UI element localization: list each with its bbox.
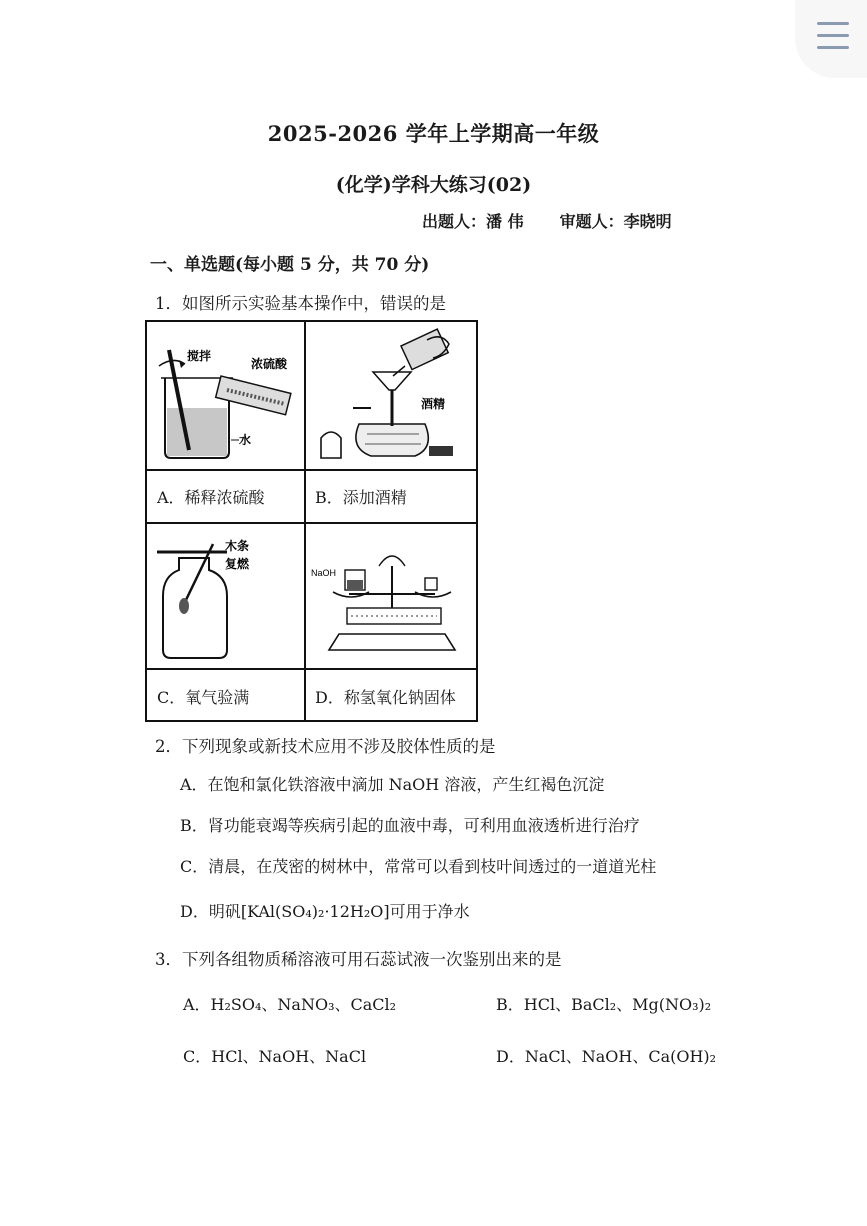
question-1-option-b[interactable]: B．添加酒精 xyxy=(315,488,407,507)
question-1-option-d[interactable]: D．称氢氧化钠固体 xyxy=(315,688,456,707)
question-1-option-a[interactable]: A．稀释浓硫酸 xyxy=(157,488,265,507)
add-alcohol-figure xyxy=(309,328,475,466)
question-2-option-b[interactable]: B．肾功能衰竭等疾病引起的血液中毒，可利用血液透析进行治疗 xyxy=(180,816,640,835)
author: 出题人：潘 伟 xyxy=(422,212,524,231)
oxygen-test-figure xyxy=(151,530,301,664)
question-3-option-a[interactable]: A．H₂SO₄、NaNO₃、CaCl₂ xyxy=(183,995,397,1014)
label-water: 水 xyxy=(239,433,252,447)
menu-button[interactable] xyxy=(795,0,867,78)
exam-subtitle: (化学)学科大练习(02) xyxy=(335,174,532,196)
question-2-option-c[interactable]: C．清晨，在茂密的树林中，常常可以看到枝叶间透过的一道道光柱 xyxy=(180,857,657,876)
question-1-option-c[interactable]: C．氧气验满 xyxy=(157,688,250,707)
dilute-acid-figure xyxy=(151,328,301,466)
question-2-option-a[interactable]: A．在饱和氯化铁溶液中滴加 NaOH 溶液，产生红褐色沉淀 xyxy=(180,775,605,794)
question-3-option-c[interactable]: C．HCl、NaOH、NaCl xyxy=(183,1047,367,1066)
label-naoh: NaOH xyxy=(311,568,337,578)
authors-line xyxy=(422,209,672,232)
question-2-option-d[interactable]: D．明矾[KAl(SO₄)₂·12H₂O]可用于净水 xyxy=(180,902,470,921)
hamburger-icon xyxy=(817,46,849,49)
question-1-figure-grid xyxy=(145,320,478,722)
hamburger-icon xyxy=(817,22,849,25)
label-conc-acid: 浓硫酸 xyxy=(251,357,288,371)
question-3-option-d[interactable]: D．NaCl、NaOH、Ca(OH)₂ xyxy=(496,1047,717,1066)
label-stir: 搅拌 xyxy=(187,349,212,363)
hamburger-icon xyxy=(817,34,849,37)
balance-figure xyxy=(309,536,475,662)
label-wood-stick: 木条 xyxy=(225,539,250,553)
section-heading: 一、单选题(每小题 5 分，共 70 分) xyxy=(150,255,430,275)
exam-title: 2025-2026 学年上学期高一年级 xyxy=(267,121,600,146)
label-reignite: 复燃 xyxy=(225,557,250,571)
question-2-stem: 2．下列现象或新技术应用不涉及胶体性质的是 xyxy=(155,737,496,756)
label-alcohol: 酒精 xyxy=(421,397,446,411)
question-1-stem: 1．如图所示实验基本操作中，错误的是 xyxy=(155,294,446,313)
reviewer: 审题人：李晓明 xyxy=(559,212,672,231)
question-3-stem: 3．下列各组物质稀溶液可用石蕊试液一次鉴别出来的是 xyxy=(155,950,562,969)
question-3-option-b[interactable]: B．HCl、BaCl₂、Mg(NO₃)₂ xyxy=(496,995,712,1014)
